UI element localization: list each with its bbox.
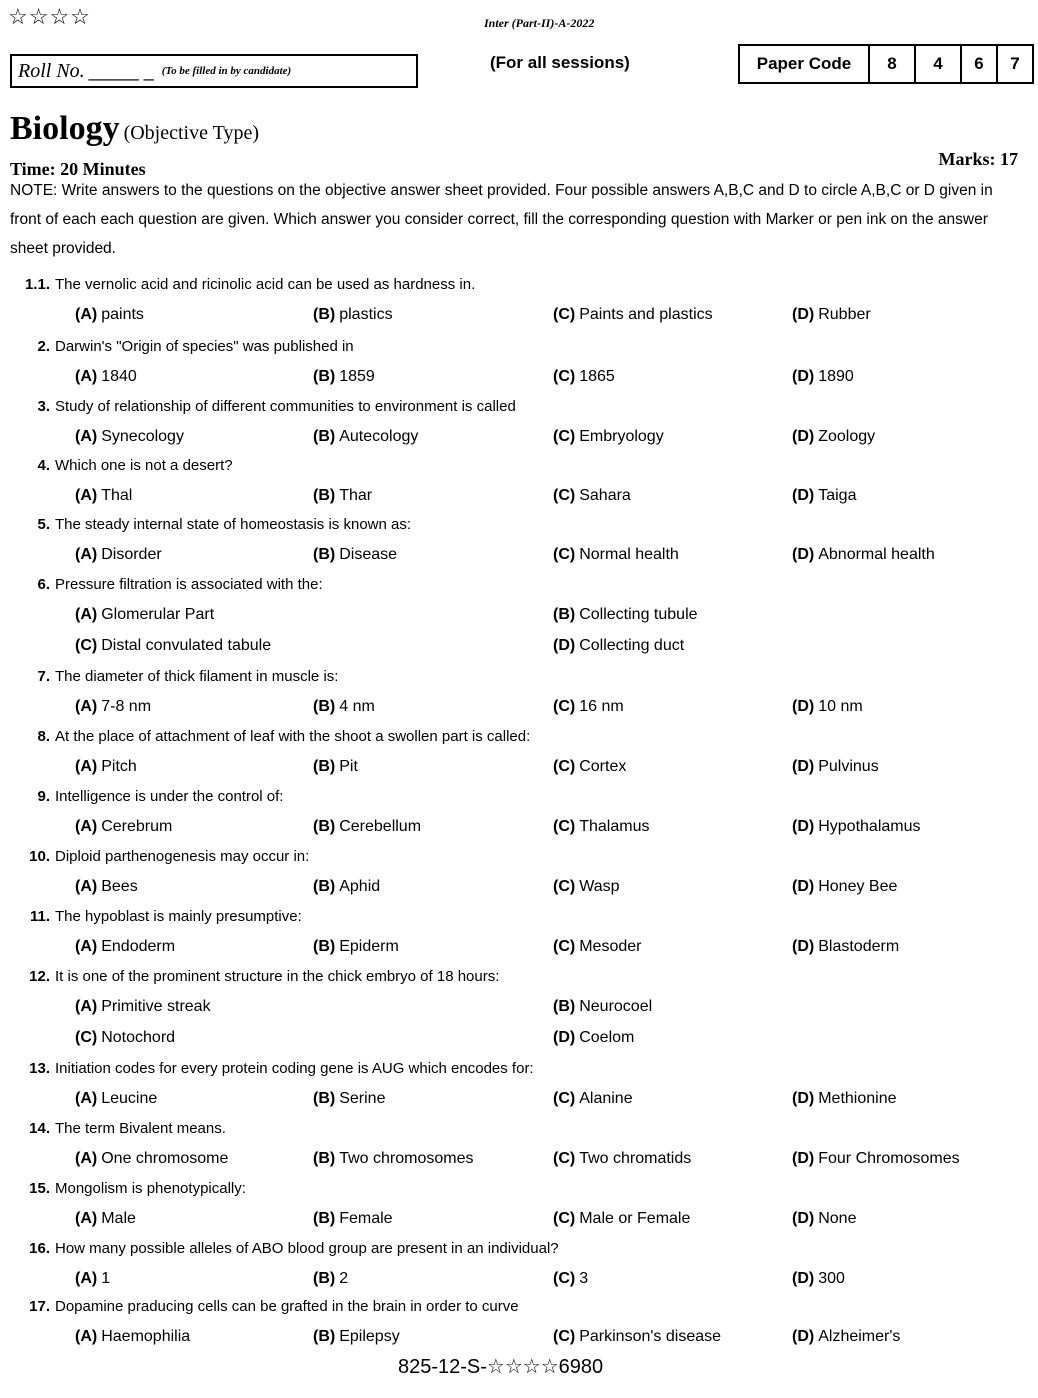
option-text: Primitive streak xyxy=(101,998,211,1015)
option-letter: (D) xyxy=(792,698,815,715)
answer-option xyxy=(792,1090,897,1108)
option-letter: (B) xyxy=(313,758,336,775)
answer-option xyxy=(75,606,214,624)
option-letter: (C) xyxy=(75,637,98,654)
option-text: Alzheimer's xyxy=(818,1328,901,1345)
question-number: 14. xyxy=(29,1120,50,1137)
answer-option xyxy=(75,487,132,505)
question-text: Darwin's "Origin of species" was published in xyxy=(55,338,354,355)
question-text: The steady internal state of homeostasis is known as: xyxy=(55,516,412,533)
option-text: None xyxy=(818,1210,857,1227)
option-letter: (B) xyxy=(553,998,576,1015)
answer-option xyxy=(75,1029,175,1047)
option-letter: (A) xyxy=(75,487,98,504)
option-letter: (D) xyxy=(792,428,815,445)
option-text: 1 xyxy=(101,1270,111,1287)
answer-option xyxy=(553,938,641,956)
answer-option xyxy=(792,546,935,564)
answer-option xyxy=(553,606,698,624)
answer-option xyxy=(75,998,211,1016)
answer-option xyxy=(553,368,615,386)
answer-option xyxy=(553,1210,690,1228)
answer-option xyxy=(553,637,684,655)
option-text: Sahara xyxy=(579,487,631,504)
answer-option xyxy=(313,368,375,386)
option-text: plastics xyxy=(339,306,393,323)
option-letter: (B) xyxy=(313,487,336,504)
answer-option xyxy=(553,698,624,716)
answer-option xyxy=(313,1150,473,1168)
option-letter: (C) xyxy=(553,428,576,445)
answer-option xyxy=(313,938,399,956)
question-text: The diameter of thick filament in muscle is: xyxy=(55,668,339,685)
option-letter: (C) xyxy=(553,818,576,835)
option-letter: (C) xyxy=(553,546,576,563)
option-text: 1865 xyxy=(579,368,615,385)
option-letter: (A) xyxy=(75,1090,98,1107)
option-letter: (B) xyxy=(313,818,336,835)
page-title xyxy=(10,110,259,148)
answer-option xyxy=(313,1270,348,1288)
answer-option xyxy=(553,758,626,776)
option-text: Hypothalamus xyxy=(818,818,921,835)
answer-option xyxy=(75,1210,136,1228)
option-letter: (D) xyxy=(553,1029,576,1046)
option-text: Two chromosomes xyxy=(339,1150,474,1167)
answer-option xyxy=(75,546,162,564)
option-letter: (C) xyxy=(553,1150,576,1167)
question-number: 15. xyxy=(29,1180,50,1197)
option-text: Paints and plastics xyxy=(579,306,713,323)
option-text: Taiga xyxy=(818,487,857,504)
answer-option xyxy=(553,998,652,1016)
option-text: Autecology xyxy=(339,428,419,445)
option-letter: (A) xyxy=(75,998,98,1015)
answer-option xyxy=(792,1210,856,1228)
question-text: Which one is not a desert? xyxy=(55,457,233,474)
option-letter: (B) xyxy=(313,368,336,385)
answer-option xyxy=(553,1150,691,1168)
question-number: 1.1. xyxy=(24,276,50,293)
marks-label: Marks: 17 xyxy=(938,149,1018,169)
question-number: 16. xyxy=(29,1240,50,1257)
answer-option xyxy=(75,428,184,446)
option-text: Neurocoel xyxy=(579,998,653,1015)
option-letter: (D) xyxy=(792,938,815,955)
paper-code-label: Paper Code xyxy=(756,54,852,73)
answer-option xyxy=(792,306,871,324)
option-letter: (A) xyxy=(75,758,98,775)
option-text: Cerebrum xyxy=(101,818,173,835)
option-text: Embryology xyxy=(579,428,664,445)
option-letter: (A) xyxy=(75,938,98,955)
answer-option xyxy=(553,428,664,446)
option-text: Four Chromosomes xyxy=(818,1150,960,1167)
option-text: Epilepsy xyxy=(339,1328,400,1345)
option-letter: (B) xyxy=(313,1210,336,1227)
option-letter: (B) xyxy=(313,428,336,445)
question-number: 13. xyxy=(29,1060,50,1077)
answer-option xyxy=(792,1150,960,1168)
option-letter: (A) xyxy=(75,818,98,835)
option-letter: (A) xyxy=(75,368,98,385)
option-text: 3 xyxy=(579,1270,589,1287)
question-number: 7. xyxy=(37,668,50,685)
option-letter: (D) xyxy=(792,818,815,835)
question-text: Study of relationship of different communities to environment is called xyxy=(55,398,516,415)
answer-option xyxy=(553,1270,588,1288)
question-text: How many possible alleles of ABO blood group are present in an individual? xyxy=(55,1240,559,1257)
option-text: Disorder xyxy=(101,546,162,563)
question-text: Pressure filtration is associated with the: xyxy=(55,576,323,593)
answer-option xyxy=(75,306,144,324)
option-text: Methionine xyxy=(818,1090,897,1107)
option-text: Collecting tubule xyxy=(579,606,698,623)
option-letter: (A) xyxy=(75,1150,98,1167)
roll-note: (To be filled in by candidate) xyxy=(161,65,292,77)
option-letter: (C) xyxy=(553,487,576,504)
option-text: Cortex xyxy=(579,758,627,775)
question-number: 4. xyxy=(37,457,50,474)
option-text: paints xyxy=(101,306,144,323)
option-text: Alanine xyxy=(579,1090,633,1107)
answer-option xyxy=(792,368,854,386)
option-letter: (B) xyxy=(313,1270,336,1287)
answer-option xyxy=(553,546,679,564)
paper-code-box xyxy=(738,44,1034,84)
option-letter: (A) xyxy=(75,878,98,895)
answer-option xyxy=(75,637,271,655)
option-text: Pitch xyxy=(101,758,137,775)
option-letter: (A) xyxy=(75,306,98,323)
answer-option xyxy=(75,758,137,776)
question-text: Intelligence is under the control of: xyxy=(55,788,284,805)
roll-number-box xyxy=(10,54,418,88)
option-text: 1890 xyxy=(818,368,854,385)
question-text: At the place of attachment of leaf with the shoot a swollen part is called: xyxy=(55,728,531,745)
option-letter: (B) xyxy=(313,698,336,715)
option-text: Zoology xyxy=(818,428,876,445)
option-letter: (A) xyxy=(75,1210,98,1227)
option-text: Blastoderm xyxy=(818,938,900,955)
question-number: 2. xyxy=(37,338,50,355)
option-text: Two chromatids xyxy=(579,1150,692,1167)
option-letter: (D) xyxy=(792,487,815,504)
option-text: Male xyxy=(101,1210,136,1227)
option-letter: (C) xyxy=(553,1328,576,1345)
sessions-label: (For all sessions) xyxy=(490,53,630,72)
question-text: It is one of the prominent structure in the chick embryo of 18 hours: xyxy=(55,968,500,985)
question-text: The vernolic acid and ricinolic acid can be used as hardness in. xyxy=(55,276,476,293)
exam-label: Inter (Part-II)-A-2022 xyxy=(484,16,595,30)
answer-option xyxy=(792,428,875,446)
question-number: 11. xyxy=(29,908,50,925)
answer-option xyxy=(75,1090,157,1108)
option-text: 300 xyxy=(818,1270,845,1287)
answer-option xyxy=(792,758,879,776)
option-text: Notochord xyxy=(101,1029,176,1046)
question-text: The hypoblast is mainly presumptive: xyxy=(55,908,302,925)
option-text: Rubber xyxy=(818,306,871,323)
option-text: Thalamus xyxy=(579,818,650,835)
option-text: Synecology xyxy=(101,428,184,445)
option-letter: (D) xyxy=(792,758,815,775)
question-text: Diploid parthenogenesis may occur in: xyxy=(55,848,310,865)
option-letter: (D) xyxy=(792,306,815,323)
option-text: Male or Female xyxy=(579,1210,691,1227)
question-text: Dopamine praducing cells can be grafted in the brain in order to curve xyxy=(55,1298,519,1315)
option-letter: (C) xyxy=(553,698,576,715)
option-letter: (D) xyxy=(792,1270,815,1287)
option-letter: (A) xyxy=(75,606,98,623)
answer-option xyxy=(553,818,649,836)
question-text: The term Bivalent means. xyxy=(55,1120,226,1137)
answer-option xyxy=(792,698,863,716)
footer-code: 825-12-S-☆☆☆☆6980 xyxy=(398,1356,604,1378)
option-text: Pit xyxy=(339,758,358,775)
option-text: One chromosome xyxy=(101,1150,229,1167)
question-number: 9. xyxy=(37,788,50,805)
answer-option xyxy=(792,818,921,836)
answer-option xyxy=(553,1328,721,1346)
option-text: Collecting duct xyxy=(579,637,685,654)
option-text: Leucine xyxy=(101,1090,158,1107)
option-text: Wasp xyxy=(579,878,620,895)
option-text: Disease xyxy=(339,546,398,563)
option-text: Glomerular Part xyxy=(101,606,215,623)
option-text: Endoderm xyxy=(101,938,176,955)
option-text: 1859 xyxy=(339,368,375,385)
answer-option xyxy=(313,1090,385,1108)
answer-option xyxy=(313,428,418,446)
roll-label: Roll No. xyxy=(18,59,85,82)
answer-option xyxy=(75,1270,110,1288)
option-letter: (A) xyxy=(75,428,98,445)
option-text: Coelom xyxy=(579,1029,635,1046)
option-letter: (A) xyxy=(75,1328,98,1345)
answer-option xyxy=(313,306,393,324)
question-text: Mongolism is phenotypically: xyxy=(55,1180,246,1197)
answer-option xyxy=(792,487,856,505)
option-letter: (D) xyxy=(792,1150,815,1167)
option-letter: (A) xyxy=(75,1270,98,1287)
option-letter: (A) xyxy=(75,546,98,563)
option-text: Distal convulated tabule xyxy=(101,637,272,654)
option-letter: (C) xyxy=(553,1270,576,1287)
answer-option xyxy=(313,878,380,896)
time-label: Time: 20 Minutes xyxy=(10,159,146,179)
option-letter: (C) xyxy=(553,368,576,385)
option-text: Female xyxy=(339,1210,393,1227)
option-letter: (C) xyxy=(75,1029,98,1046)
option-letter: (D) xyxy=(553,637,576,654)
option-text: Parkinson's disease xyxy=(579,1328,722,1345)
option-text: 1840 xyxy=(101,368,137,385)
option-letter: (C) xyxy=(553,938,576,955)
option-text: Thal xyxy=(101,487,133,504)
answer-option xyxy=(553,1029,634,1047)
option-letter: (D) xyxy=(792,1090,815,1107)
answer-option xyxy=(792,1328,900,1346)
answer-option xyxy=(75,1150,228,1168)
option-letter: (C) xyxy=(553,1090,576,1107)
answer-option xyxy=(75,878,138,896)
option-text: Haemophilia xyxy=(101,1328,191,1345)
option-letter: (B) xyxy=(313,306,336,323)
option-text: 2 xyxy=(339,1270,349,1287)
option-text: 10 nm xyxy=(818,698,863,715)
option-letter: (B) xyxy=(553,606,576,623)
option-text: Bees xyxy=(101,878,138,895)
option-letter: (B) xyxy=(313,1328,336,1345)
option-letter: (D) xyxy=(792,878,815,895)
question-text: Initiation codes for every protein coding gene is AUG which encodes for: xyxy=(55,1060,534,1077)
option-text: Normal health xyxy=(579,546,679,563)
paper-type: (Objective Type) xyxy=(123,122,259,144)
question-number: 3. xyxy=(37,398,50,415)
option-text: 4 nm xyxy=(339,698,375,715)
answer-option xyxy=(553,878,620,896)
option-text: 16 nm xyxy=(579,698,624,715)
option-text: 7-8 nm xyxy=(101,698,152,715)
paper-code-digit: 4 xyxy=(914,46,960,82)
answer-option xyxy=(313,1210,393,1228)
option-letter: (D) xyxy=(792,1328,815,1345)
option-letter: (C) xyxy=(553,878,576,895)
answer-option xyxy=(75,1328,190,1346)
question-number: 12. xyxy=(29,968,50,985)
answer-option xyxy=(313,487,372,505)
answer-option xyxy=(792,1270,845,1288)
option-letter: (C) xyxy=(553,306,576,323)
option-letter: (D) xyxy=(792,546,815,563)
option-text: Aphid xyxy=(339,878,381,895)
answer-option xyxy=(553,306,713,324)
answer-option xyxy=(75,368,137,386)
answer-option xyxy=(792,878,897,896)
option-letter: (D) xyxy=(792,368,815,385)
stars-mark: ☆☆☆☆ xyxy=(8,4,91,29)
answer-option xyxy=(75,698,151,716)
answer-option xyxy=(313,698,375,716)
paper-code-digit: 6 xyxy=(960,46,996,82)
paper-code-digit: 8 xyxy=(868,46,914,82)
option-letter: (A) xyxy=(75,698,98,715)
answer-option xyxy=(553,487,631,505)
question-number: 17. xyxy=(29,1298,50,1315)
option-text: Honey Bee xyxy=(818,878,898,895)
subject-title: Biology xyxy=(10,110,120,147)
option-letter: (B) xyxy=(313,938,336,955)
answer-option xyxy=(313,758,358,776)
option-text: Abnormal health xyxy=(818,546,935,563)
option-letter: (D) xyxy=(792,1210,815,1227)
option-letter: (B) xyxy=(313,1090,336,1107)
paper-code-digit: 7 xyxy=(996,46,1032,82)
question-number: 5. xyxy=(37,516,50,533)
option-text: Mesoder xyxy=(579,938,642,955)
answer-option xyxy=(313,818,421,836)
answer-option xyxy=(75,818,172,836)
answer-option xyxy=(792,938,899,956)
answer-option xyxy=(75,938,175,956)
option-letter: (C) xyxy=(553,758,576,775)
answer-option xyxy=(313,1328,400,1346)
answer-option xyxy=(313,546,397,564)
option-text: Serine xyxy=(339,1090,386,1107)
option-letter: (B) xyxy=(313,546,336,563)
option-text: Pulvinus xyxy=(818,758,879,775)
question-number: 10. xyxy=(29,848,50,865)
option-letter: (C) xyxy=(553,1210,576,1227)
option-text: Thar xyxy=(339,487,373,504)
option-text: Epiderm xyxy=(339,938,399,955)
option-text: Cerebellum xyxy=(339,818,422,835)
roll-blank: _____ _ xyxy=(88,60,154,81)
answer-option xyxy=(553,1090,633,1108)
question-number: 6. xyxy=(37,576,50,593)
option-letter: (B) xyxy=(313,878,336,895)
question-number: 8. xyxy=(37,728,50,745)
option-letter: (B) xyxy=(313,1150,336,1167)
instructions-note: NOTE: Write answers to the questions on the objective answer sheet provided. Four possible answers A,B,C and D to circle A,B,C or D given in front of each each question are given. Which answer you consider correct, fill the corresponding question with Marker or pen ink on the answer sheet provided. xyxy=(10,182,993,257)
